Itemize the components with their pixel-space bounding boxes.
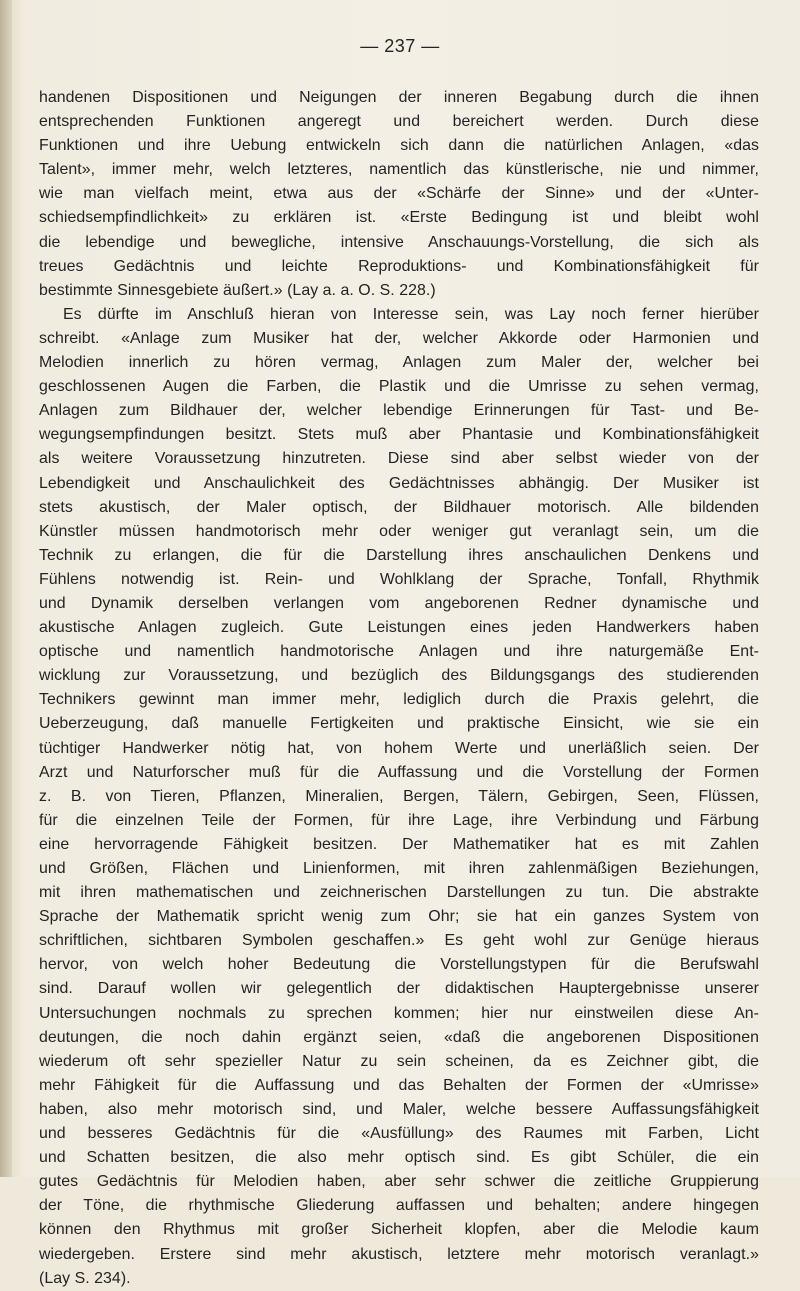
text-line: als weitere Voraussetzung hinzutreten. Diese sind aber selbst wieder von der [39, 450, 759, 468]
text-line: treues Gedächtnis und leichte Reproduktions- und Kombinationsfähigkeit für [39, 257, 759, 275]
text-line: die lebendige und bewegliche, intensive Anschauungs-Vorstellung, die sich als [39, 233, 759, 251]
text-line: schreibt. «Anlage zum Musiker hat der, welcher Akkorde oder Harmonien und [39, 329, 759, 347]
text-line: Anlagen zum Bildhauer der, welcher lebendige Erinnerungen für Tast- und Be- [39, 402, 759, 420]
text-line: handenen Dispositionen und Neigungen der inneren Begabung durch die ihnen [39, 89, 759, 106]
text-line: Untersuchungen nochmals zu sprechen kommen; hier nur einstweilen diese An- [39, 1004, 759, 1022]
text-line: deutungen, die noch dahin ergänzt seien, «daß die angeborenen Dispositionen [39, 1028, 759, 1046]
text-line: und besseres Gedächtnis für die «Ausfüllung» des Raumes mit Farben, Licht [39, 1125, 759, 1143]
text-line: entsprechenden Funktionen angeregt und bereichert werden. Durch diese [39, 113, 759, 131]
text-line: Melodien innerlich zu hören vermag, Anlagen zum Maler der, welcher bei [39, 354, 759, 372]
body-text [39, 86, 759, 1291]
text-line: mit ihren mathematischen und zeichnerischen Darstellungen zu tun. Die abstrakte [39, 884, 759, 902]
text-line: wegungsempfindungen besitzt. Stets muß aber Phantasie und Kombinationsfähigkeit [39, 426, 759, 444]
text-line: wiedergeben. Erstere sind mehr akustisch, letztere mehr motorisch veranlagt.» [39, 1245, 759, 1263]
text-line: Talent», immer mehr, welch letzteres, namentlich das künstlerische, nie und nimmer, [39, 161, 759, 179]
text-line: für die einzelnen Teile der Formen, für ihre Lage, ihre Verbindung und Färbung [39, 811, 759, 829]
text-line: Arzt und Naturforscher muß für die Auffassung und die Vorstellung der Formen [39, 763, 759, 781]
text-line: Fühlens notwendig ist. Rein- und Wohlklang der Sprache, Tonfall, Rhythmik [39, 570, 759, 588]
text-line: Technik zu erlangen, die für die Darstellung ihres anschaulichen Denkens und [39, 546, 759, 564]
text-line: optische und namentlich handmotorische Anlagen und ihre naturgemäße Ent- [39, 643, 759, 661]
text-line: hervor, von welch hoher Bedeutung die Vorstellungstypen für die Berufswahl [39, 956, 759, 974]
text-line: z. B. von Tieren, Pflanzen, Mineralien, Bergen, Tälern, Gebirgen, Seen, Flüssen, [39, 787, 759, 805]
text-line: und Dynamik derselben verlangen vom angeborenen Redner dynamische und [39, 594, 759, 612]
text-line: Technikers gewinnt man immer mehr, lediglich durch die Praxis gelehrt, die [39, 691, 759, 709]
text-line: haben, also mehr motorisch sind, und Maler, welche bessere Auffassungsfähigkeit [39, 1100, 759, 1118]
text-line: (Lay S. 234). [39, 1269, 131, 1287]
text-line: und Größen, Flächen und Linienformen, mit ihren zahlenmäßigen Beziehungen, [39, 860, 759, 877]
text-line: akustische Anlagen zugleich. Gute Leistungen eines jeden Handwerkers haben [39, 619, 759, 637]
text-line: tüchtiger Handwerker nötig hat, von hohem Werte und unerläßlich seien. Der [39, 739, 759, 757]
binding-shadow [0, 0, 12, 1177]
text-line: mehr Fähigkeit für die Auffassung und das Behalten der Formen der «Umrisse» [39, 1076, 759, 1094]
text-line: schriftlichen, sichtbaren Symbolen geschaffen.» Es geht wohl zur Genüge hieraus [39, 932, 759, 950]
text-line: wicklung zur Voraussetzung, und bezüglich des Bildungsgangs des studierenden [39, 667, 759, 685]
text-line: schiedsempfindlichkeit» zu erklären ist. «Erste Bedingung ist und bleibt wohl [39, 209, 759, 227]
text-line: Ueberzeugung, daß manuelle Fertigkeiten und praktische Einsicht, wie sie ein [39, 715, 759, 733]
text-line: bestimmte Sinnesgebiete äußert.» (Lay a. a. O. S. 228.) [39, 281, 436, 299]
text-line: Es dürfte im Anschluß hieran von Interesse sein, was Lay noch ferner hierüber [63, 305, 759, 323]
text-line: können den Rhythmus mit großer Sicherheit klopfen, aber die Melodie kaum [39, 1221, 759, 1239]
text-line: wiederum oft sehr spezieller Natur zu sein scheinen, da es Zeichner gibt, die [39, 1052, 759, 1070]
text-line: Funktionen und ihre Uebung entwickeln sich dann die natürlichen Anlagen, «das [39, 137, 759, 155]
text-line: Künstler müssen handmotorisch mehr oder weniger gut veranlagt sein, um die [39, 522, 759, 540]
text-line: gutes Gedächtnis für Melodien haben, aber sehr schwer die zeitliche Gruppierung [39, 1173, 759, 1191]
text-line: und Schatten besitzen, die also mehr optisch sind. Es gibt Schüler, die ein [39, 1149, 759, 1167]
text-line: Sprache der Mathematik spricht wenig zum Ohr; sie hat ein ganzes System von [39, 908, 759, 926]
page-number: — 237 — [360, 36, 440, 56]
text-line: der Töne, die rhythmische Gliederung auffassen und behalten; andere hingegen [39, 1197, 759, 1215]
text-line: Lebendigkeit und Anschaulichkeit des Gedächtnisses abhängig. Der Musiker ist [39, 474, 759, 492]
text-line: stets akustisch, der Maler optisch, der Bildhauer motorisch. Alle bildenden [39, 498, 759, 516]
text-line: sind. Darauf wollen wir gelegentlich der didaktischen Hauptergebnisse unserer [39, 980, 759, 998]
text-line: wie man vielfach meint, etwa aus der «Schärfe der Sinne» und der «Unter- [39, 185, 759, 203]
text-line: eine hervorragende Fähigkeit besitzen. Der Mathematiker hat es mit Zahlen [39, 835, 759, 853]
text-line: geschlossenen Augen die Farben, die Plastik und die Umrisse zu sehen vermag, [39, 378, 759, 396]
